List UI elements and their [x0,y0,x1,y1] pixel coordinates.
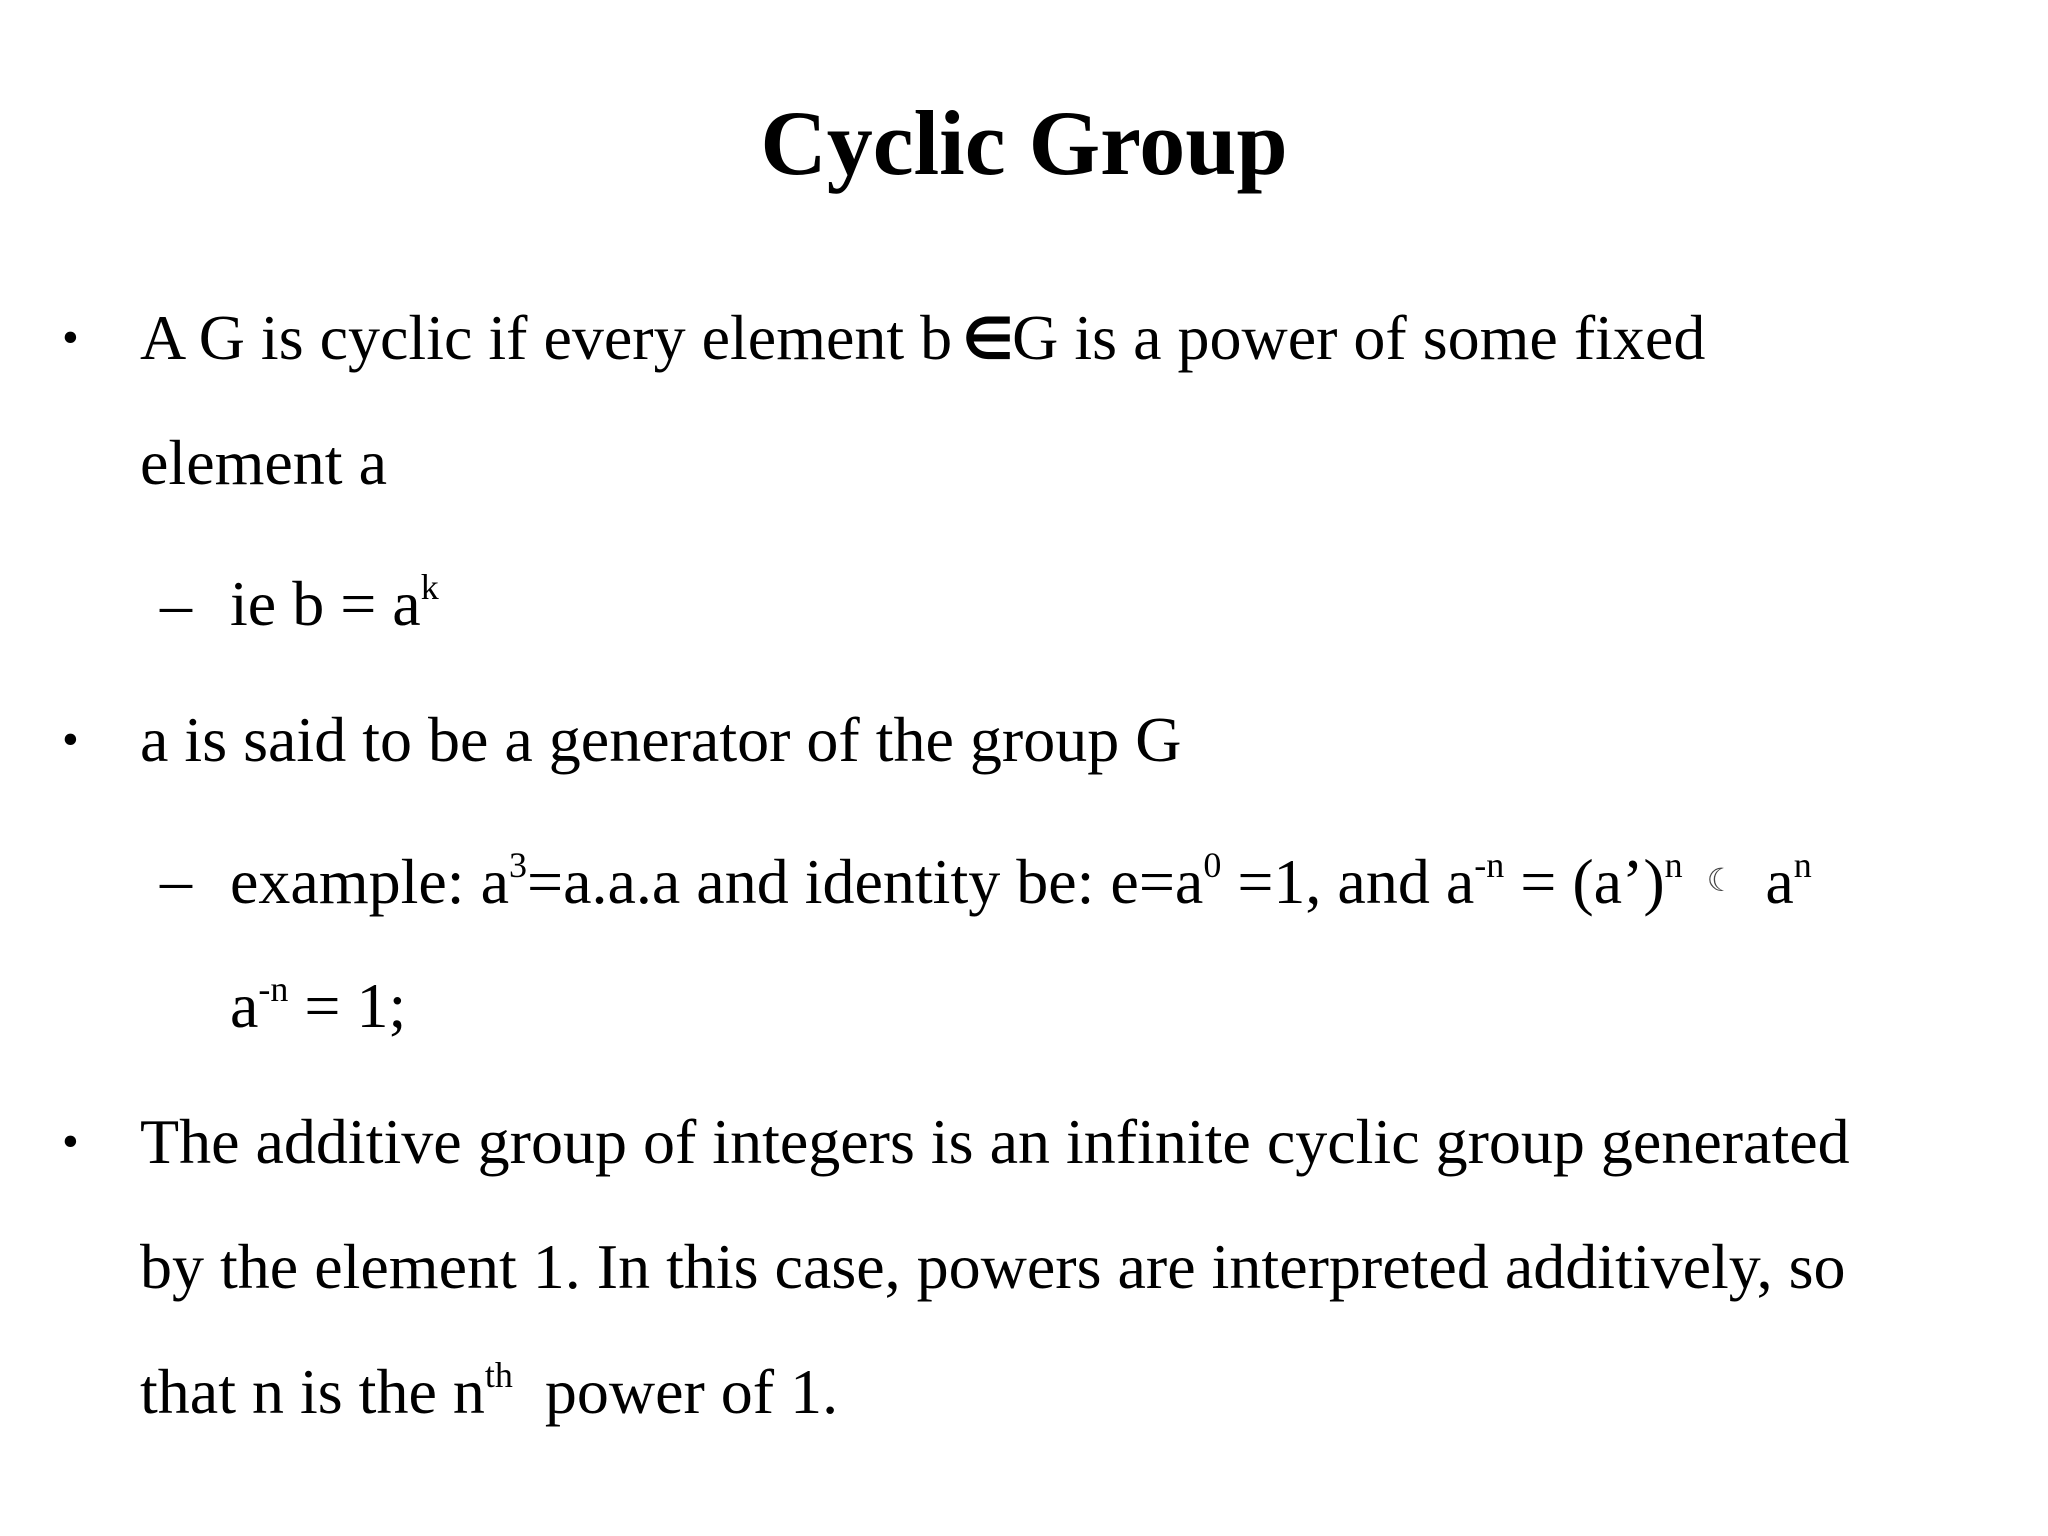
dash-marker: – [160,844,192,915]
bullet-marker: • [62,713,79,766]
bullet-3-line-3-sup: th [484,1354,513,1395]
crescent-symbol-icon: ☾ [1706,861,1736,899]
sub-2-line-2-pre: a [230,970,259,1041]
sub-2-sup-3: -n [1474,844,1505,885]
sub-2-sup-4: n [1664,844,1683,885]
sub-2-part-3: =1, and a [1221,846,1475,917]
sub-2-line-2-post: = 1; [288,970,407,1041]
bullet-1-text-pre: A G is cyclic if every element b [140,302,953,373]
bullet-2-line: a is said to be a generator of the group G [140,704,1182,775]
dash-marker: – [160,568,192,639]
sub-2-sup-5: n [1793,844,1812,885]
sub-2-part-1: example: a [230,846,509,917]
bullet-3-line-3-pre: that n is the n [140,1356,485,1427]
sub-1-text: ie b = a [230,568,421,639]
sub-2-line-2-sup: -n [258,968,289,1009]
sub-2-part-4: = (a’) [1504,846,1665,917]
sub-1-superscript: k [420,566,439,607]
bullet-3-line-3-post: power of 1. [512,1356,839,1427]
bullet-marker: • [62,311,79,364]
bullet-1-line-2: element a [140,427,387,498]
bullet-3-line-2: by the element 1. In this case, powers are interpreted additively, so [140,1231,1846,1302]
bullet-marker: • [62,1115,79,1168]
sub-2-part-5: a [1765,846,1794,917]
element-of-glyph-icon: ∈ [962,305,1015,373]
sub-2-line-2 [230,968,406,1044]
sub-2-part-2: =a.a.a and identity be: e=a [526,846,1204,917]
bullet-3-line-1: The additive group of integers is an infinite cyclic group generated [140,1106,1850,1177]
bullet-3-line-3 [140,1354,838,1430]
sub-2-sup-1: 3 [508,844,527,885]
sub-2-sup-2: 0 [1203,844,1222,885]
sub-1-line [230,566,439,642]
bullet-1-line-1 [140,300,1705,377]
bullet-1-text-post: G is a power of some fixed [1012,302,1706,373]
sub-2-line-1 [230,842,1812,920]
slide-title: Cyclic Group [760,92,1288,194]
